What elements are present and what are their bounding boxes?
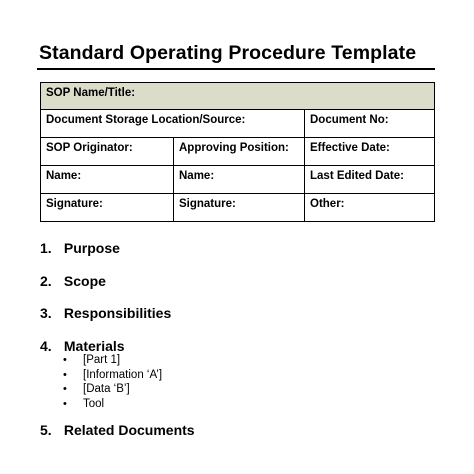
bullet-icon: •	[63, 383, 67, 395]
material-item-label: [Data ‘B’]	[83, 383, 130, 395]
section-heading: Purpose	[63, 240, 120, 256]
material-item-label: [Information ‘A’]	[83, 368, 163, 381]
materials-list	[40, 353, 162, 411]
sop-info-table	[40, 82, 435, 222]
last-edited-date-cell[interactable]: Last Edited Date:	[305, 166, 435, 194]
bullet-icon: •	[63, 368, 67, 381]
list-item	[40, 353, 162, 368]
title-underline	[37, 68, 435, 70]
table-row-storage	[41, 110, 435, 138]
section-number: 5.	[40, 422, 52, 438]
section-responsibilities	[40, 305, 171, 321]
section-number: 1.	[40, 240, 52, 256]
list-item	[40, 397, 162, 412]
storage-location-cell[interactable]: Document Storage Location/Source:	[41, 110, 305, 138]
list-item	[40, 368, 162, 383]
section-materials	[40, 338, 125, 354]
table-row-originator	[41, 138, 435, 166]
approver-signature-cell[interactable]: Signature:	[174, 194, 305, 222]
originator-name-cell[interactable]: Name:	[41, 166, 174, 194]
approving-position-cell[interactable]: Approving Position:	[174, 138, 305, 166]
table-row-signature	[41, 194, 435, 222]
section-number: 3.	[40, 305, 52, 321]
table-row-sop-name	[41, 83, 435, 110]
approver-name-cell[interactable]: Name:	[174, 166, 305, 194]
bullet-icon: •	[63, 397, 67, 410]
material-item-label: Tool	[83, 397, 105, 410]
section-heading: Related Documents	[63, 422, 195, 438]
section-scope	[40, 273, 106, 289]
list-item	[40, 382, 162, 397]
section-related-documents	[40, 422, 195, 438]
table-row-name	[41, 166, 435, 194]
bullet-icon: •	[63, 354, 67, 366]
section-heading: Materials	[63, 338, 125, 354]
section-purpose	[40, 240, 120, 256]
originator-cell[interactable]: SOP Originator:	[41, 138, 174, 166]
effective-date-cell[interactable]: Effective Date:	[305, 138, 435, 166]
section-number: 4.	[40, 338, 52, 354]
material-item-label: [Part 1]	[83, 354, 121, 366]
document-title: Standard Operating Procedure Template	[39, 42, 417, 64]
section-heading: Responsibilities	[63, 305, 172, 321]
document-no-cell[interactable]: Document No:	[305, 110, 435, 138]
sop-name-cell[interactable]: SOP Name/Title:	[41, 83, 435, 110]
section-heading: Scope	[63, 273, 106, 289]
originator-signature-cell[interactable]: Signature:	[41, 194, 174, 222]
section-number: 2.	[40, 273, 52, 289]
other-cell[interactable]: Other:	[305, 194, 435, 222]
